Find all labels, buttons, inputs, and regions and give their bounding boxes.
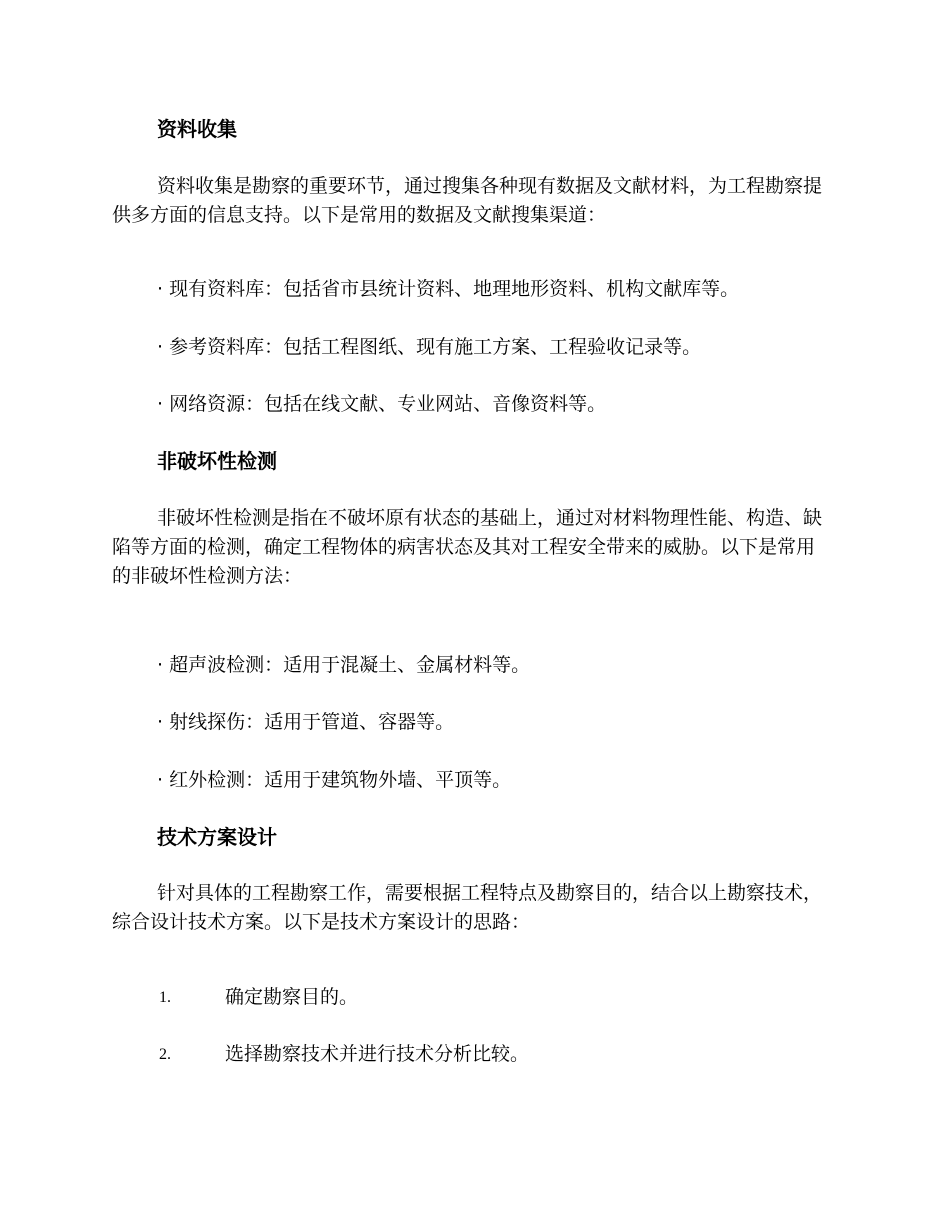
- section-heading: 非破坏性检测: [157, 449, 277, 473]
- step-number: 1.: [159, 989, 171, 1006]
- bullet-item: · 网络资源：包括在线文献、专业网站、音像资料等。: [157, 393, 607, 415]
- bullet-item: · 现有资料库：包括省市县统计资料、地理地形资料、机构文献库等。: [157, 278, 740, 300]
- step-text: 选择勘察技术并进行技术分析比较。: [225, 1043, 530, 1065]
- section-paragraph: 非破坏性检测是指在不破坏原有状态的基础上，通过对材料物理性能、构造、缺陷等方面的检测，确定工程物体的病害状态及其对工程安全带来的威胁。以下是常用的非破坏性检测方法：: [112, 507, 823, 587]
- bullet-item: · 红外检测：适用于建筑物外墙、平顶等。: [157, 769, 512, 791]
- section-paragraph: 资料收集是勘察的重要环节，通过搜集各种现有数据及文献材料，为工程勘察提供多方面的信息支持。以下是常用的数据及文献搜集渠道：: [112, 175, 823, 226]
- section-heading: 技术方案设计: [157, 825, 277, 849]
- section-heading: 资料收集: [157, 117, 237, 141]
- step-text: 确定勘察目的。: [225, 986, 359, 1008]
- bullet-item: · 参考资料库：包括工程图纸、现有施工方案、工程验收记录等。: [157, 336, 702, 358]
- bullet-item: · 超声波检测：适用于混凝土、金属材料等。: [157, 654, 531, 676]
- step-number: 2.: [159, 1046, 171, 1063]
- bullet-item: · 射线探伤：适用于管道、容器等。: [157, 711, 455, 733]
- section-paragraph: 针对具体的工程勘察工作，需要根据工程特点及勘察目的，结合以上勘察技术，综合设计技术方案。以下是技术方案设计的思路：: [112, 882, 823, 933]
